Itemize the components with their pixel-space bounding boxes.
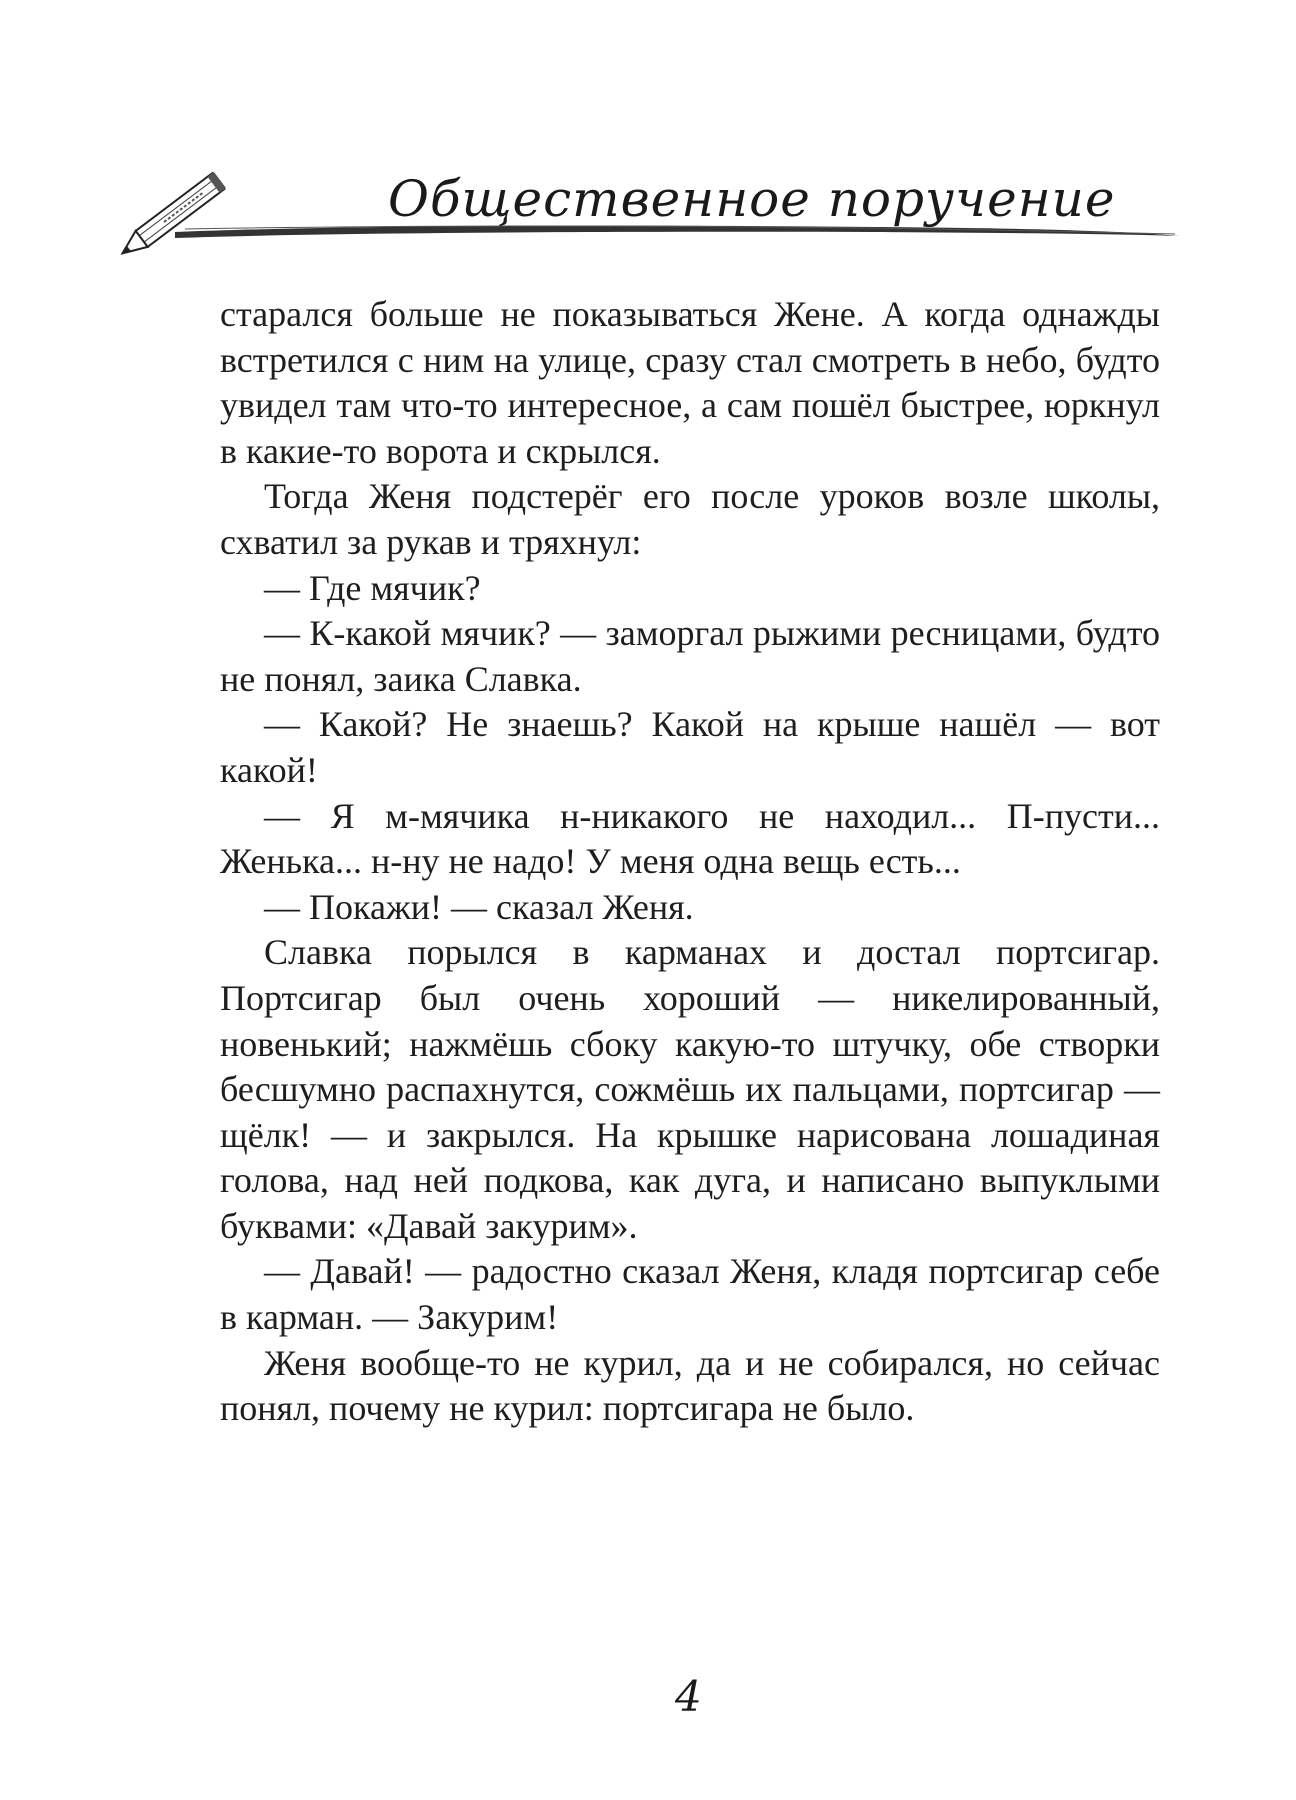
paragraph: Славка порылся в карманах и достал портсигар. Портсигар был очень хороший — никелированный, новенький; нажмёшь сбоку какую-то штучку, обе створки бесшумно распахнутся, сожмёшь их пальцами, портсигар — щёлк! — и закрылся. На крышке нарисована лошадиная голова, над ней подкова, как дуга, и написано выпуклыми буквами: «Давай закурим». — [220, 932, 1160, 1246]
paragraph: старался больше не показываться Жене. А когда однажды встретился с ним на улице, сразу стал смотреть в небо, будто увидел там что-то интересное, а сам пошёл быстрее, юркнул в какие-то ворота и скрылся. — [220, 294, 1160, 471]
paragraph: — Где мячик? — [264, 567, 481, 608]
paragraph: — Покажи! — сказал Женя. — [264, 886, 694, 927]
paragraph: Женя вообще-то не курил, да и не собирался, но сейчас понял, почему не курил: портсигара не было. — [220, 1342, 1160, 1429]
body-text — [220, 292, 1160, 1432]
paragraph: — Какой? Не знаешь? Какой на крыше нашёл — вот какой! — [220, 704, 1160, 790]
pencil-icon — [110, 150, 250, 270]
paragraph: — Я м-мячика н-никакого не находил... П-пусти... Женька... н-ну не надо! У меня одна вещь есть... — [220, 795, 1160, 882]
paragraph: — К-какой мячик? — заморгал рыжими ресницами, будто не понял, заика Славка. — [220, 613, 1160, 699]
paragraph: — Давай! — радостно сказал Женя, кладя портсигар себе в карман. — Закурим! — [220, 1251, 1160, 1338]
page-header — [0, 0, 1296, 290]
chapter-title: Общественное поручение — [388, 170, 1116, 228]
page-number: 4 — [675, 1672, 702, 1721]
paragraph: Тогда Женя подстерёг его после уроков возле школы, схватил за рукав и тряхнул: — [220, 476, 1160, 562]
